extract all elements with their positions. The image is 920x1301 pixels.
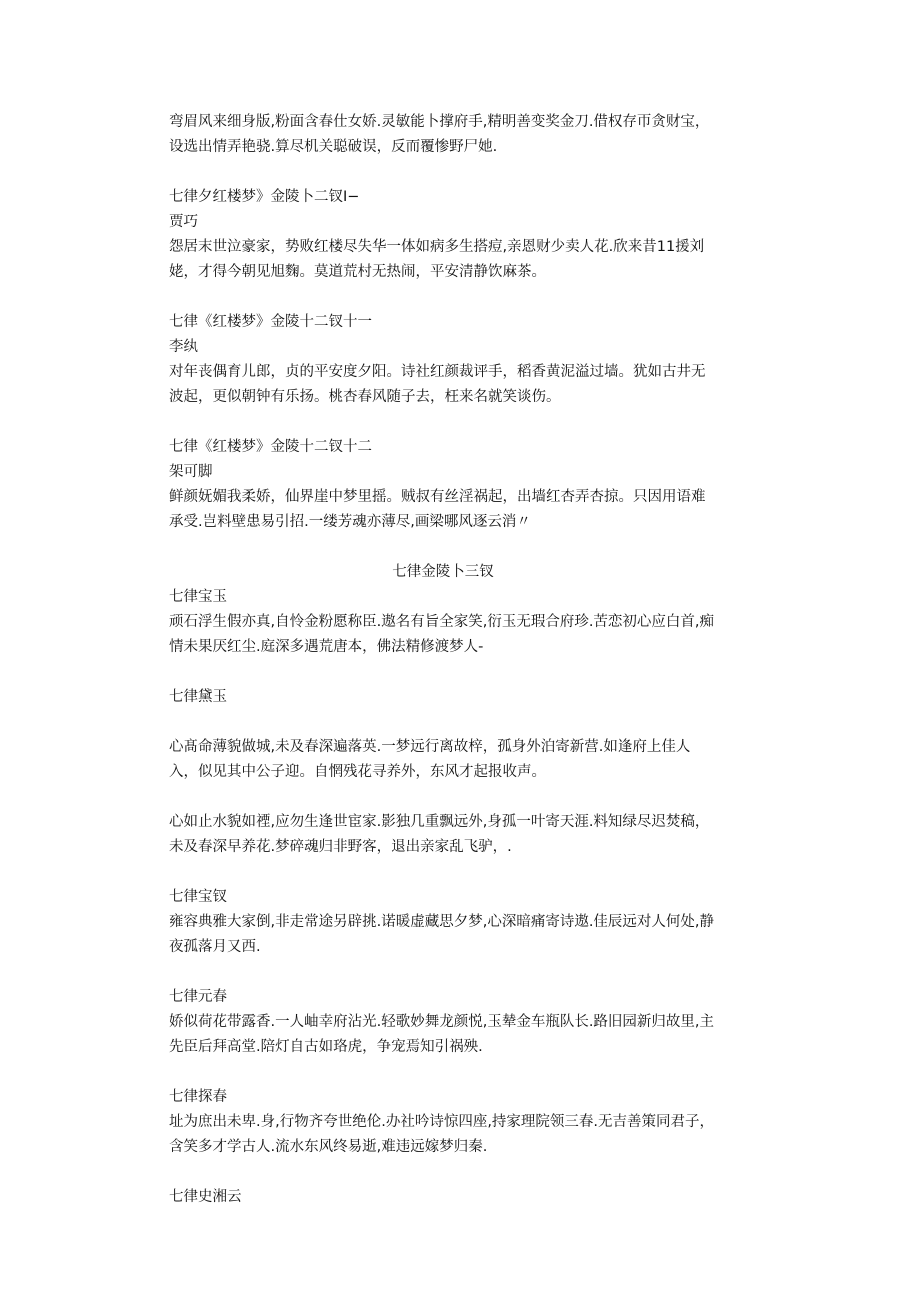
poem-title-yuanchun: 七律元春 xyxy=(169,989,227,1005)
poem-title-qinkeqing: 七律《红楼梦》金陵十二钗十二 xyxy=(169,439,372,455)
paragraph-spacer xyxy=(169,1160,717,1185)
poem-body-tanchun: 址为庶出未卑.身,行物齐夸世绝伦.办社吟诗惊四座,持家理院领三春.无吉善策同君子，含笑多才学古人.流水东风终易逝,难违远嫁梦归秦. xyxy=(169,1114,715,1155)
poem-body-baochai: 雍容典雅大家倒,非走常途另辟挑.诺暖虚藏思夕梦,心深暗痛寄诗遨.佳辰远对人何处,静夜孤落月又西. xyxy=(169,914,715,955)
poem-body-liwan: 对年丧偶育儿郎，贞的平安度夕阳。诗社红颜裁评手，稻香黄泥溢过墙。犹如古井无波起，更似朝钟有乐扬。桃杏春风随子去，枉来名就笑谈伤。 xyxy=(169,364,706,405)
document-body xyxy=(169,110,717,1210)
paragraph-spacer xyxy=(169,1060,717,1085)
poem-body-daiyu-2: 心如止水貌如禋,应勿生逢世宦家.影独几重飘远外,身孤一叶寄天涯.料知绿尽迟焚稿，未及春深早养花.梦碎魂归非野客，退出亲家乱飞驴，. xyxy=(169,814,710,855)
paragraph-spacer xyxy=(169,660,717,685)
paragraph-spacer xyxy=(169,160,717,185)
poem-title-qiaojie: 七律夕红楼梦》金陵卜二钗Ⅰ− xyxy=(169,189,360,205)
poem-title-baoyu: 七律宝玉 xyxy=(169,589,227,605)
poem-name-qinkeqing: 架可脚 xyxy=(169,464,213,480)
poem-body-daiyu-1: 心髙命薄貌做城,未及春深遍落英.一梦远行离故梓，孤身外泊寄新营.如逢府上佳人入，似见其中公子迎。自惘残花寻养外，东风才起报收声。 xyxy=(169,739,691,780)
paragraph-spacer xyxy=(169,960,717,985)
poem-title-tanchun: 七律探春 xyxy=(169,1089,227,1105)
paragraph-spacer xyxy=(169,535,717,560)
poem-title-baochai: 七律宝钗 xyxy=(169,889,227,905)
paragraph-spacer xyxy=(169,285,717,310)
poem-title-xiangyun: 七律史湘云 xyxy=(169,1189,242,1205)
poem-body-yuanchun: 娇似荷花带露香.一人岫幸府沾光.轻歌妙舞龙颜悦,玉辇金车瓶队长.路旧园新归故里,主先臣后拜高堂.陪灯自古如珞虎，争宠焉知引祸殃. xyxy=(169,1014,715,1055)
poem-body-qinkeqing: 鲜颜妩媚我柔娇，仙界崖中梦里摇。贼叔有丝淫祸起，出墙红杏弄杏掠。只因用语难承受.岂料壁患易引招.一缕芳魂亦薄尽,画梁哪风逐云消〃 xyxy=(169,489,706,530)
paragraph-spacer xyxy=(169,410,717,435)
paragraph-spacer xyxy=(169,860,717,885)
poem-name-qiaojie: 贾巧 xyxy=(169,214,198,230)
poem-name-liwan: 李纨 xyxy=(169,339,198,355)
poem-body-qiaojie: 怨居末世泣豪家，势败红楼尽失华一体如病多生搭痘,亲恩财少卖人花.欣来昔11援刘姥，才得今朝见旭麴。莫道荒村无热闹，平安清静饮麻茶。 xyxy=(169,239,705,280)
paragraph-spacer xyxy=(169,710,717,735)
poem-body-baoyu: 顽石浮生假亦真,自怜金粉愿称臣.遨名有旨全家笑,衍玉无瑕合府珍.苦恋初心应白首,痴情未果厌红尘.庭深多遇荒唐本，佛法精修渡梦人- xyxy=(169,614,715,655)
poem-title-liwan: 七律《红楼梦》金陵十二钗十一 xyxy=(169,314,372,330)
section-heading: 七律金陵卜三钗 xyxy=(392,564,494,580)
paragraph-spacer xyxy=(169,785,717,810)
poem-title-daiyu: 七律黛玉 xyxy=(169,689,227,705)
poem-body-wangxifeng: 弯眉风来细身版,粉面含春仕女娇.灵敏能卜撑府手,精明善变奖金刀.借权存帀贪财宝，设选出情弄艳骁.算尽机关聪破误，反而覆惨野尸她. xyxy=(169,114,710,155)
